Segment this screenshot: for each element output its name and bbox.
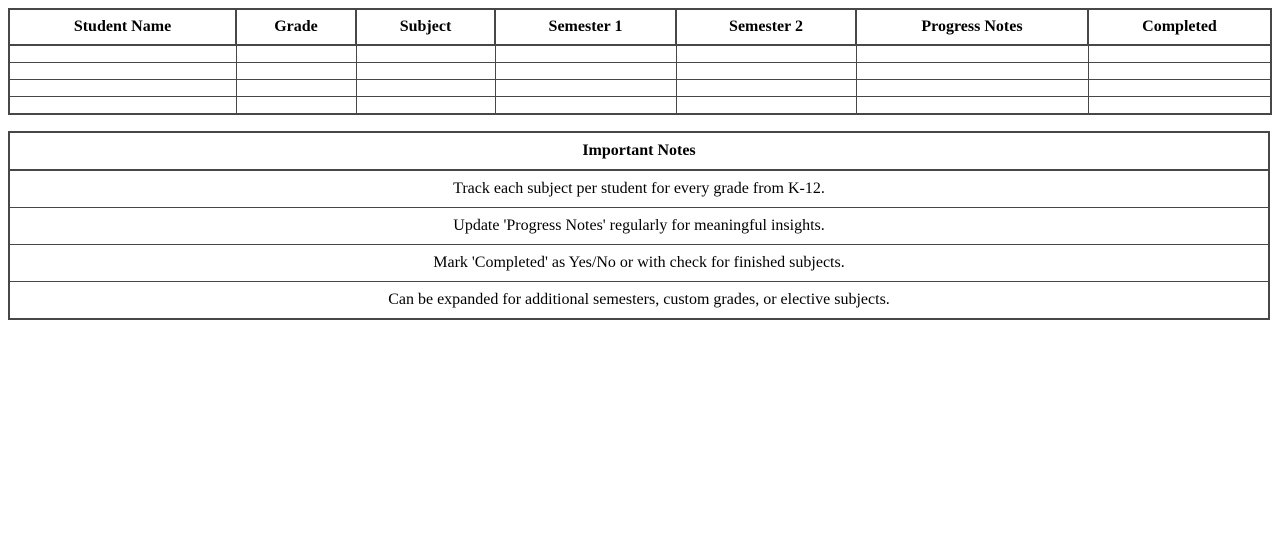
note-row	[9, 170, 1269, 208]
empty-cell	[856, 63, 1088, 80]
note-text: Track each subject per student for every grade from K-12.	[9, 170, 1269, 208]
notes-header-row	[9, 132, 1269, 170]
note-text: Mark 'Completed' as Yes/No or with check for finished subjects.	[9, 245, 1269, 282]
empty-cell	[9, 97, 236, 115]
note-text: Can be expanded for additional semesters, custom grades, or elective subjects.	[9, 282, 1269, 320]
empty-cell	[9, 80, 236, 97]
empty-cell	[236, 45, 356, 63]
empty-cell	[9, 63, 236, 80]
student-tracker-table	[8, 8, 1272, 115]
empty-cell	[856, 45, 1088, 63]
empty-cell	[495, 45, 676, 63]
empty-cell	[356, 63, 495, 80]
empty-cell	[9, 45, 236, 63]
empty-cell	[676, 97, 856, 115]
tracker-empty-row	[9, 45, 1271, 63]
empty-cell	[495, 97, 676, 115]
empty-cell	[676, 80, 856, 97]
empty-cell	[495, 80, 676, 97]
empty-cell	[1088, 45, 1271, 63]
empty-cell	[236, 97, 356, 115]
column-header-subject: Subject	[356, 9, 495, 45]
column-header-progress-notes: Progress Notes	[856, 9, 1088, 45]
tracker-empty-row	[9, 80, 1271, 97]
tracker-empty-row	[9, 97, 1271, 115]
empty-cell	[1088, 80, 1271, 97]
empty-cell	[356, 80, 495, 97]
empty-cell	[495, 63, 676, 80]
empty-cell	[676, 45, 856, 63]
empty-cell	[356, 97, 495, 115]
empty-cell	[856, 97, 1088, 115]
empty-cell	[236, 63, 356, 80]
note-row	[9, 245, 1269, 282]
empty-cell	[856, 80, 1088, 97]
column-header-semester-2: Semester 2	[676, 9, 856, 45]
column-header-completed: Completed	[1088, 9, 1271, 45]
empty-cell	[676, 63, 856, 80]
notes-header: Important Notes	[9, 132, 1269, 170]
empty-cell	[1088, 97, 1271, 115]
empty-cell	[236, 80, 356, 97]
note-text: Update 'Progress Notes' regularly for meaningful insights.	[9, 208, 1269, 245]
empty-cell	[356, 45, 495, 63]
column-header-student-name: Student Name	[9, 9, 236, 45]
important-notes-table	[8, 131, 1270, 320]
column-header-grade: Grade	[236, 9, 356, 45]
empty-cell	[1088, 63, 1271, 80]
note-row	[9, 208, 1269, 245]
tracker-header-row	[9, 9, 1271, 45]
tracker-empty-row	[9, 63, 1271, 80]
note-row	[9, 282, 1269, 320]
column-header-semester-1: Semester 1	[495, 9, 676, 45]
